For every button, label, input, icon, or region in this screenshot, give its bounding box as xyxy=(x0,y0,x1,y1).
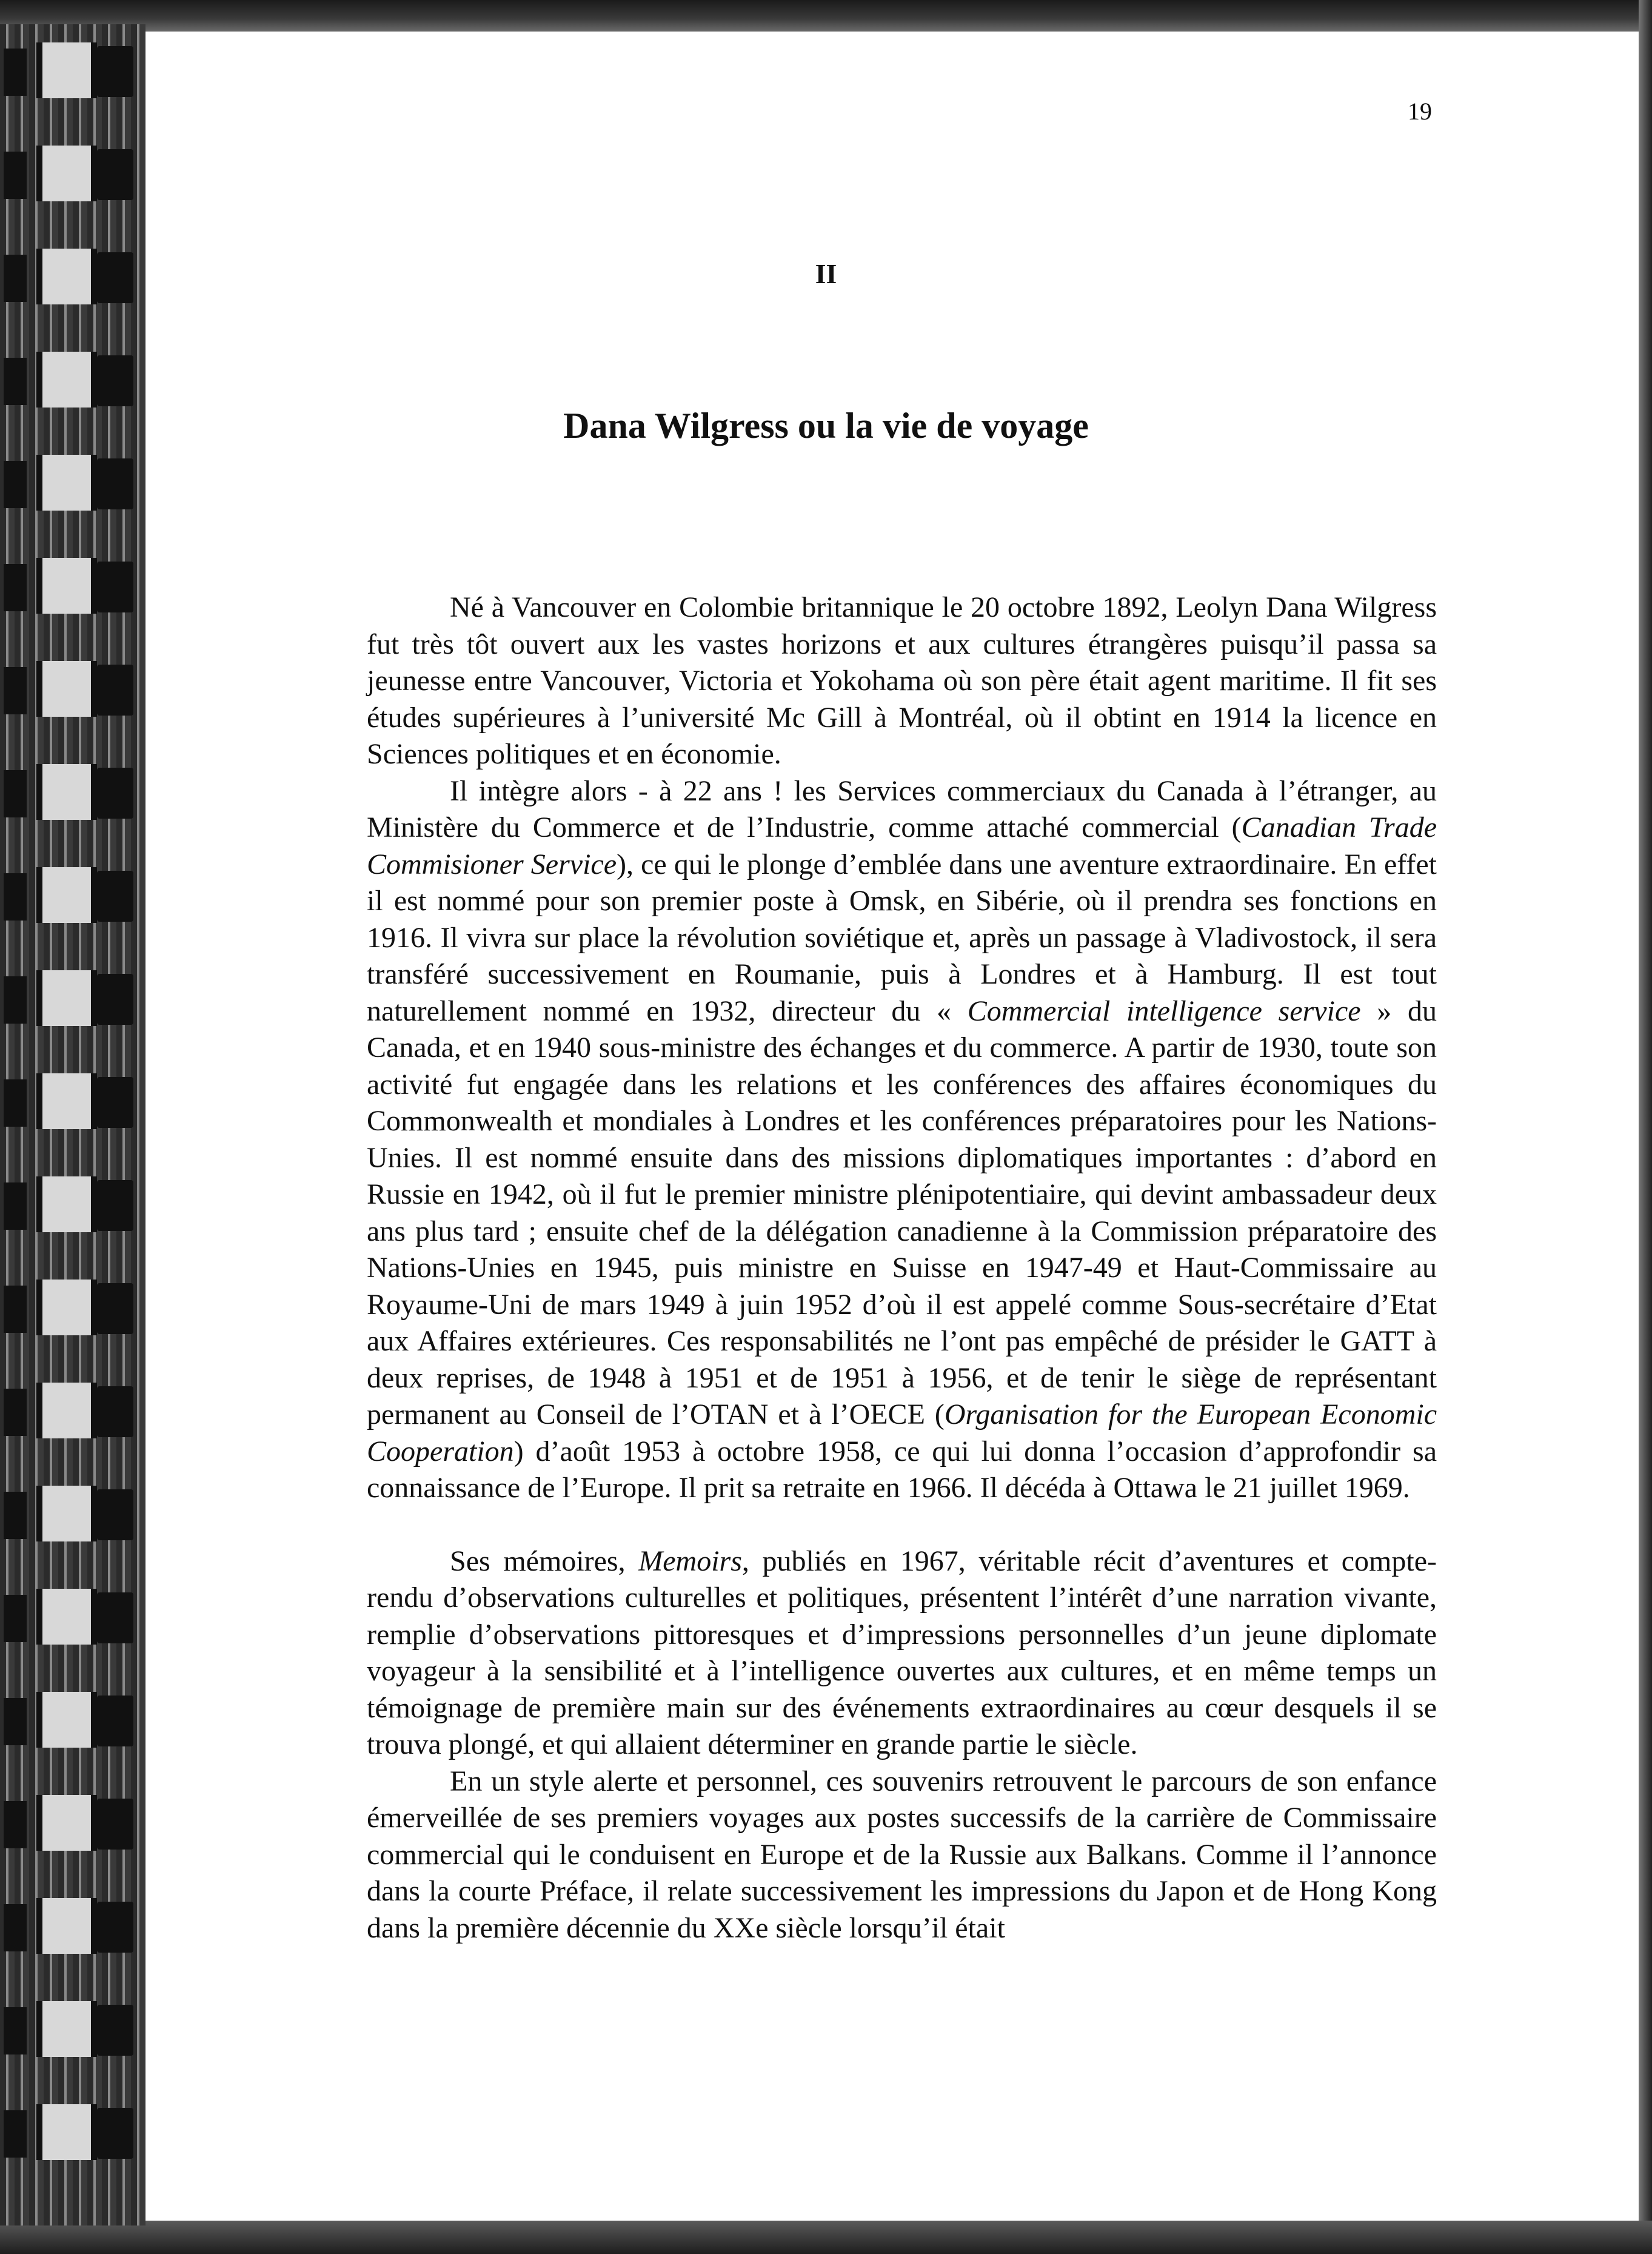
binding-coil xyxy=(0,970,145,1026)
text-run: ) d’août 1953 à octobre 1958, ce qui lui donna l’occasion d’approfondir sa connaissance de l’Europe. Il prit sa retraite en 1966. Il décéda à Ottawa le 21 juillet 1969. xyxy=(367,1435,1437,1504)
text-run: En un style alerte et personnel, ces souvenirs retrouvent le parcours de son enfance émerveillée de ses premiers voyages aux postes successifs de la carrière de Commissaire commercial qui le conduisent en Europe et de la Russie aux Balkans. Comme il l’annonce dans la courte Préface, il relate successivement les impressions du Japon et de Hong Kong dans la première décennie du XXe siècle lorsqu’il était xyxy=(367,1765,1437,1944)
binding-coil xyxy=(0,2001,145,2057)
paragraph xyxy=(367,1543,1437,1763)
binding-coil xyxy=(0,1176,145,1232)
binding-coil xyxy=(0,1692,145,1748)
text-run: » du Canada, et en 1940 sous-ministre des échanges et du commerce. A partir de 1930, toute son activité fut engagée dans les relations et les conférences des affaires économiques du Commonwealth et mondiales à Londres et les conférences préparatoires pour les Nations-Unies. Il est nommé ensuite dans des missions diplomatiques importantes : d’abord en Russie en 1942, où il fut le premier ministre plénipotentiaire, qui devint ambassadeur deux ans plus tard ; ensuite chef de la délégation canadienne à la Commission préparatoire des Nations-Unies en 1945, puis ministre en Suisse en 1947-49 et Haut-Commissaire au Royaume-Uni de mars 1949 à juin 1952 d’où il est appelé comme Sous-secrétaire d’Etat aux Affaires extérieures. Ces responsabilités ne l’ont pas empêché de présider le GATT à deux reprises, de 1948 à 1951 et de 1951 à 1956, et de tenir le siège de représentant permanent au Conseil de l’OTAN et à l’OECE ( xyxy=(367,995,1437,1431)
page-number: 19 xyxy=(1408,98,1432,125)
binding-coil xyxy=(0,1280,145,1335)
binding-coil xyxy=(0,352,145,408)
binding-coil xyxy=(0,146,145,201)
binding-coil xyxy=(0,455,145,511)
binding-coil xyxy=(0,558,145,614)
text-run: Ses mémoires, xyxy=(450,1545,639,1577)
binding-coil xyxy=(0,1795,145,1851)
text-run: Il intègre alors - à 22 ans ! les Services commerciaux du Canada à l’étranger, au Ministère du Commerce et de l’Industrie, comme attaché commercial ( xyxy=(367,774,1437,844)
binding-coil xyxy=(0,1073,145,1129)
binding-coil xyxy=(0,2104,145,2160)
spiral-binding xyxy=(0,24,145,2225)
binding-coil xyxy=(0,764,145,820)
scan-bottom-border xyxy=(0,2221,1652,2254)
binding-coil xyxy=(0,1589,145,1645)
binding-coil xyxy=(0,1486,145,1541)
binding-coil xyxy=(0,1898,145,1954)
paragraph xyxy=(367,773,1437,1507)
italic-run: Canadian Trade Commisioner Service xyxy=(367,811,1437,880)
binding-coil xyxy=(0,42,145,98)
paragraph xyxy=(367,589,1437,773)
body-text xyxy=(367,589,1437,1947)
italic-run: Organisation for the European Economic Cooperation xyxy=(367,1398,1437,1467)
chapter-title: Dana Wilgress ou la vie de voyage xyxy=(563,406,1089,446)
italic-run: Commercial intelligence service xyxy=(967,995,1361,1027)
text-run: Né à Vancouver en Colombie britannique le 20 octobre 1892, Leolyn Dana Wilgress fut très tôt ouvert aux les vastes horizons et aux cultures étrangères puisqu’il passa sa jeunesse entre Vancouver, Victoria et Yokohama où son père était agent maritime. Il fit ses études supérieures à l’université Mc Gill à Montréal, où il obtint en 1914 la licence en Sciences politiques et en économie. xyxy=(367,591,1437,770)
binding-coil xyxy=(0,1383,145,1438)
paragraph xyxy=(367,1763,1437,1947)
scan-right-border xyxy=(1639,0,1652,2254)
text-run: ), ce qui le plonge d’emblée dans une aventure extraordinaire. En effet il est nommé pour son premier poste à Omsk, en Sibérie, où il prendra ses fonctions en 1916. Il vivra sur place la révolution soviétique et, après un passage à Vladivostock, il sera transféré successivement en Roumanie, puis à Londres et à Hamburg. Il est tout naturellement nommé en 1932, directeur du « xyxy=(367,848,1437,1027)
chapter-number: II xyxy=(815,258,837,289)
scan-top-border xyxy=(0,0,1652,32)
italic-run: Memoirs xyxy=(638,1545,742,1577)
binding-coil xyxy=(0,661,145,717)
binding-coil xyxy=(0,867,145,923)
text-run: , publiés en 1967, véritable récit d’aventures et compte-rendu d’observations culturelles et politiques, présentent l’intérêt d’une narration vivante, remplie d’observations pittoresques et d’impressions personnelles d’un jeune diplomate voyageur à la sensibilité et à l’intelligence ouvertes aux cultures, et en même temps un témoignage de première main sur des événements extraordinaires au cœur desquels il se trouva plongé, et qui allaient déterminer en grande partie le siècle. xyxy=(367,1545,1437,1760)
